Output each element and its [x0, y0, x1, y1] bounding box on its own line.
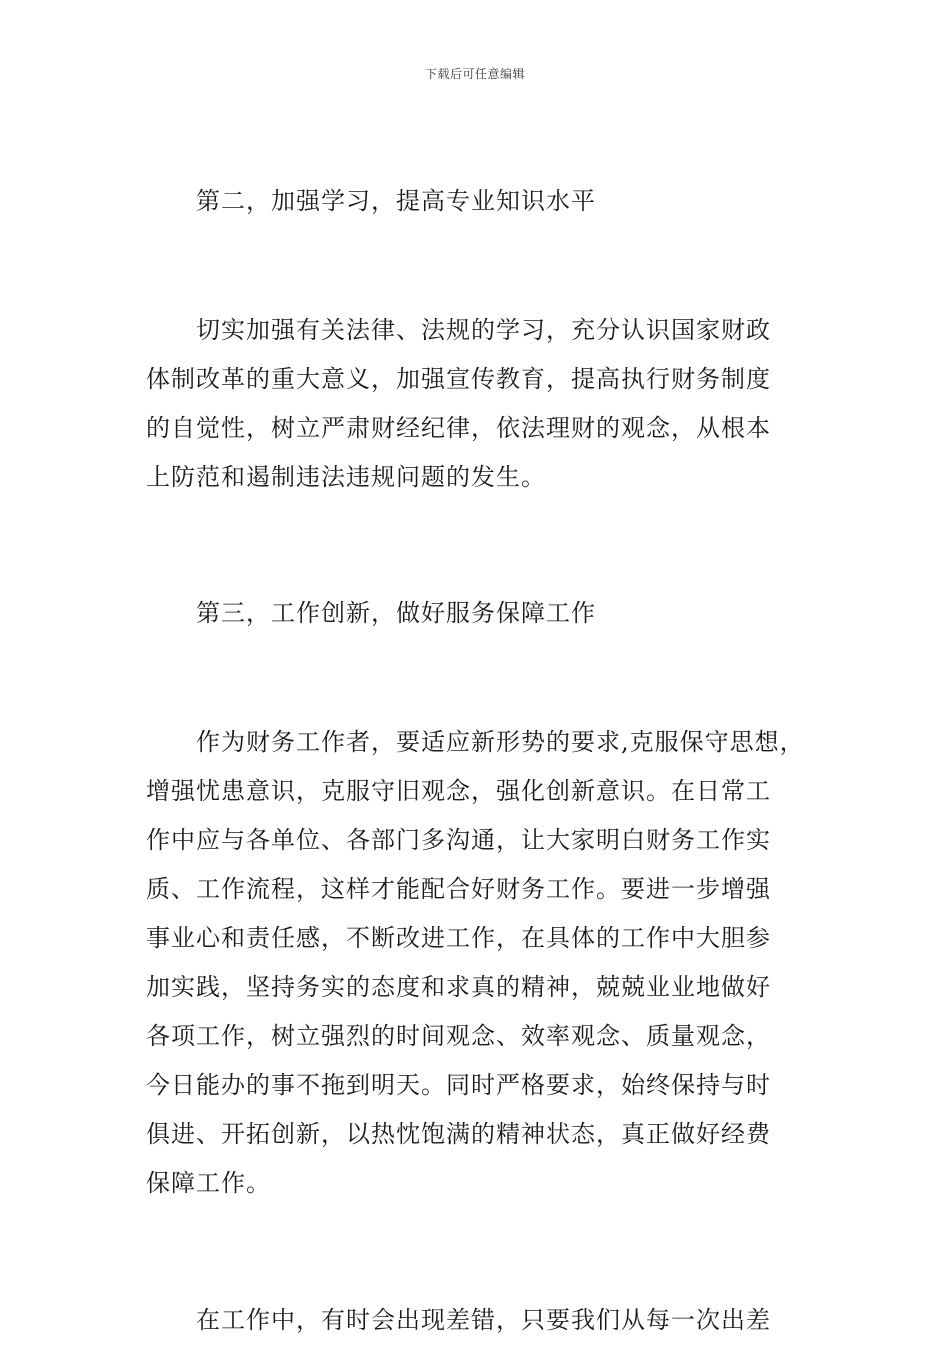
paragraph-line: 上防范和遏制违法违规问题的发生。 [146, 463, 546, 491]
paragraph-line: 作为财务工作者，要适应新形势的要求,克服保守思想， [196, 728, 805, 756]
paragraph-line: 增强忧患意识，克服守旧观念，强化创新意识。在日常工 [146, 777, 771, 805]
paragraph-line: 体制改革的重大意义，加强宣传教育，提高执行财务制度 [146, 365, 771, 393]
paragraph-line: 事业心和责任感，不断改进工作，在具体的工作中大胆参 [146, 924, 771, 952]
paragraph-line: 的自觉性，树立严肃财经纪律，依法理财的观念，从根本 [146, 414, 771, 442]
section-heading-second: 第二，加强学习，提高专业知识水平 [196, 187, 596, 215]
paragraph-errors [146, 1296, 814, 1345]
paragraph-line: 切实加强有关法律、法规的学习，充分认识国家财政 [196, 316, 771, 344]
paragraph-line: 作中应与各单位、各部门多沟通，让大家明白财务工作实 [146, 826, 771, 854]
paragraph-study [146, 306, 814, 502]
section-heading-third: 第三，工作创新，做好服务保障工作 [196, 599, 596, 627]
paragraph-line: 今日能办的事不拖到明天。同时严格要求，始终保持与时 [146, 1071, 771, 1099]
paragraph-line: 俱进、开拓创新，以热忱饱满的精神状态，真正做好经费 [146, 1120, 771, 1148]
paragraph-line: 质、工作流程，这样才能配合好财务工作。要进一步增强 [146, 875, 771, 903]
paragraph-line: 各项工作，树立强烈的时间观念、效率观念、质量观念， [146, 1022, 771, 1050]
document-body [146, 178, 814, 1345]
paragraph-line: 在工作中，有时会出现差错，只要我们从每一次出差 [196, 1306, 771, 1334]
header-note: 下载后可任意编辑 [424, 67, 525, 81]
paragraph-line: 加实践，坚持务实的态度和求真的精神，兢兢业业地做好 [146, 973, 771, 1001]
paragraph-innovation [146, 718, 814, 1208]
paragraph-line: 保障工作。 [146, 1169, 271, 1197]
